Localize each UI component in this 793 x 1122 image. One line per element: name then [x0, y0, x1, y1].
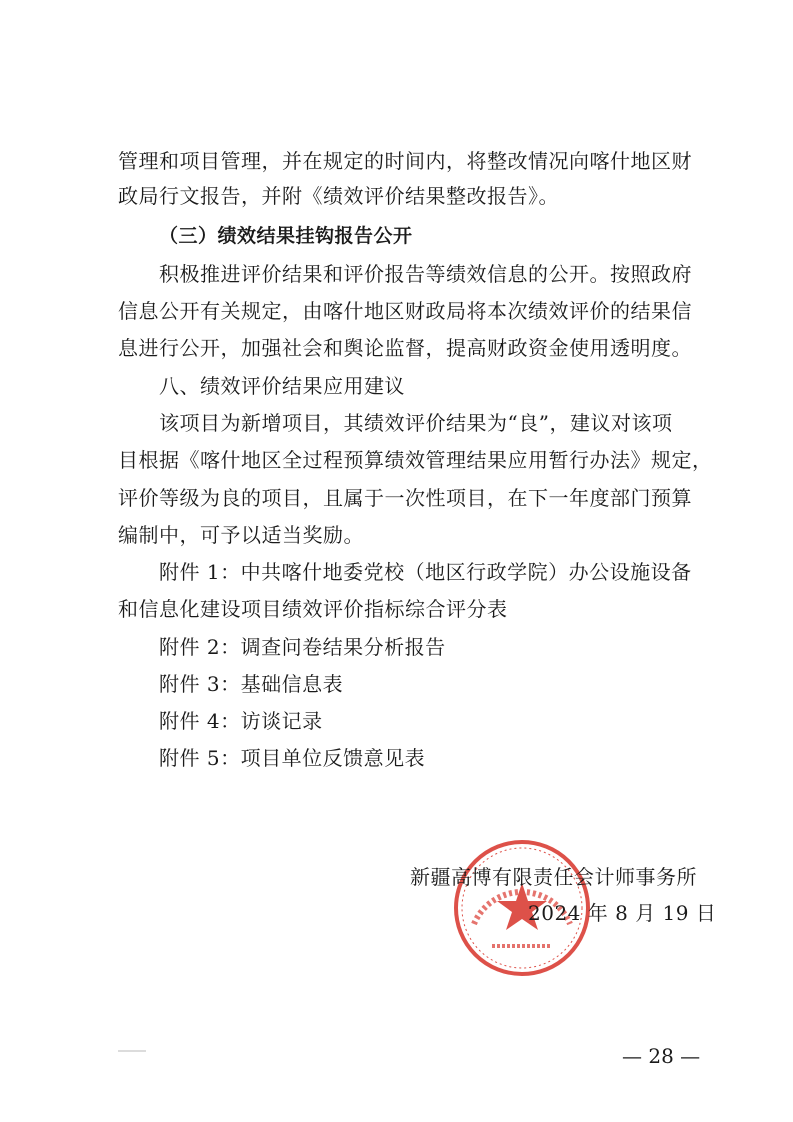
paragraph-line: 政局行文报告，并附《绩效评价结果整改报告》。 [118, 184, 559, 208]
paragraph-line: 积极推进评价结果和评价报告等绩效信息的公开。按照政府 [159, 262, 692, 286]
signature-date: 2024 年 8 月 19 日 [528, 901, 717, 925]
section-heading: 八、绩效评价结果应用建议 [159, 374, 405, 398]
signature-organization: 新疆高博有限责任会计师事务所 [410, 865, 697, 889]
paragraph-line: 信息公开有关规定，由喀什地区财政局将本次绩效评价的结果信 [118, 299, 692, 323]
paragraph-line: 息进行公开，加强社会和舆论监督，提高财政资金使用透明度。 [118, 336, 692, 360]
page-number: — 28 — [622, 1044, 701, 1068]
section-heading: （三）绩效结果挂钩报告公开 [159, 225, 413, 247]
scan-artifact [118, 1050, 146, 1052]
attachment-line: 附件 3：基础信息表 [159, 672, 344, 696]
attachment-line: 和信息化建设项目绩效评价指标综合评分表 [118, 597, 508, 621]
paragraph-line: 编制中，可予以适当奖励。 [118, 523, 364, 547]
attachment-line: 附件 4：访谈记录 [159, 709, 323, 733]
paragraph-line: 评价等级为良的项目，且属于一次性项目，在下一年度部门预算 [118, 486, 692, 510]
paragraph-line: 管理和项目管理，并在规定的时间内，将整改情况向喀什地区财 [118, 149, 692, 173]
attachment-line: 附件 1：中共喀什地委党校（地区行政学院）办公设施设备 [159, 560, 692, 584]
paragraph-line: 该项目为新增项目，其绩效评价结果为“良”，建议对该项 [159, 411, 673, 435]
paragraph-line: 目根据《喀什地区全过程预算绩效管理结果应用暂行办法》规定， [118, 448, 713, 472]
attachment-line: 附件 2：调查问卷结果分析报告 [159, 635, 446, 659]
attachment-line: 附件 5：项目单位反馈意见表 [159, 746, 426, 770]
